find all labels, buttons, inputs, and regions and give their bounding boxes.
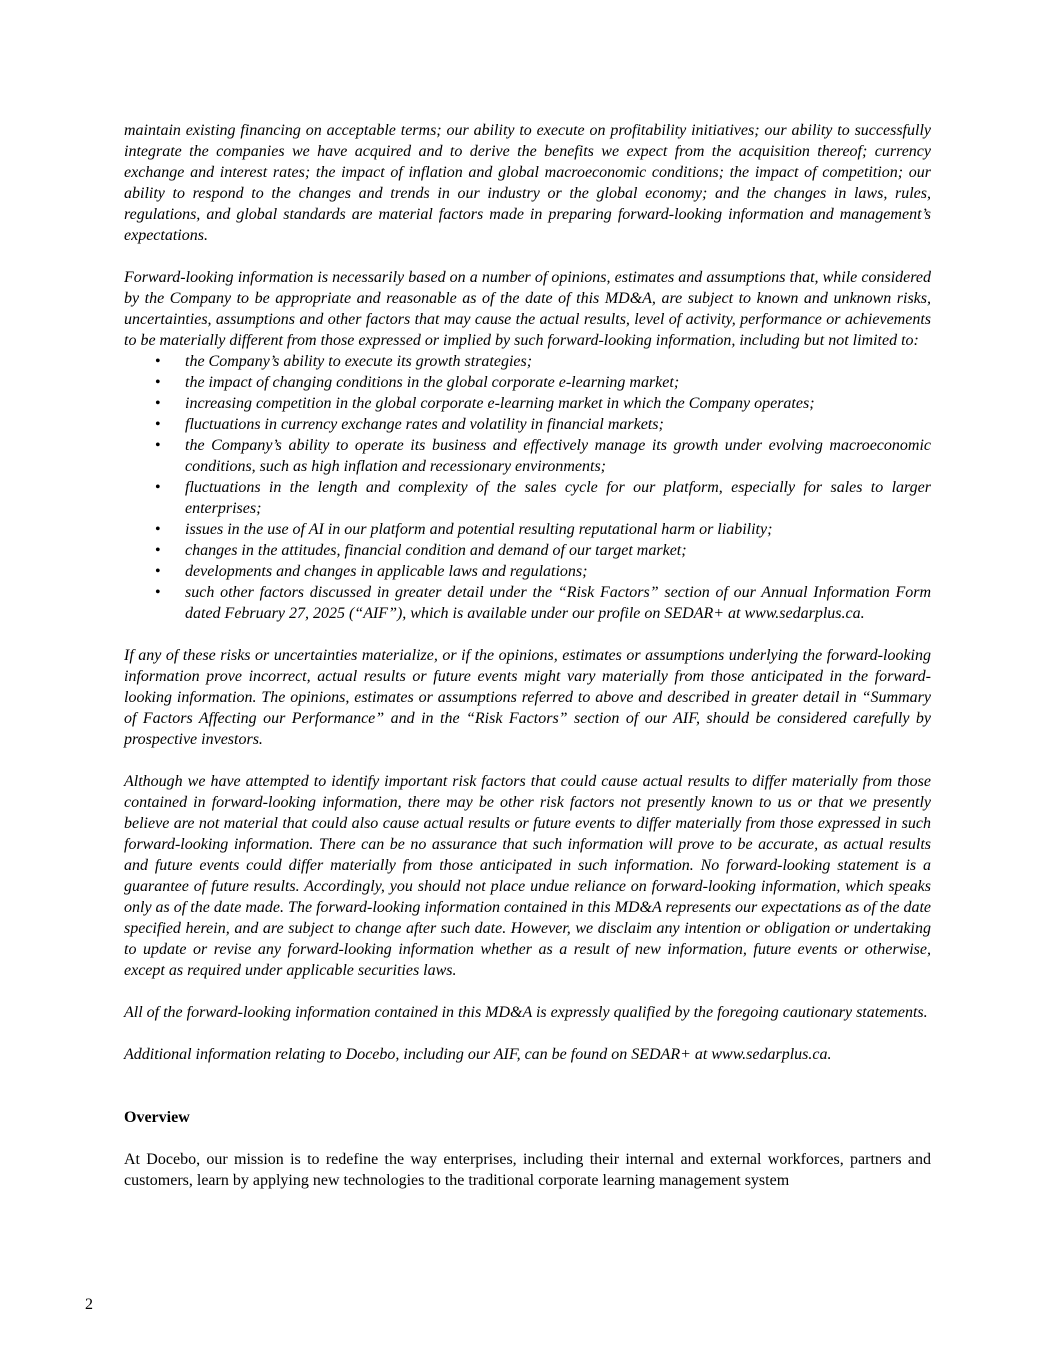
bullet-item: • the Company’s ability to operate its business and effectively manage its growth under evolving macroeconomic conditions, such as high inflation and recessionary environments;	[155, 435, 931, 477]
bullet-item: • the Company’s ability to execute its growth strategies;	[155, 351, 931, 372]
paragraph-all-qualified: All of the forward-looking information contained in this MD&A is expressly qualified by the foregoing cautionary statements.	[124, 1004, 928, 1021]
bullet-item: • fluctuations in currency exchange rates and volatility in financial markets;	[155, 414, 931, 435]
overview-heading: Overview	[124, 1109, 190, 1126]
paragraph-forward-looking-intro: Forward-looking information is necessarily based on a number of opinions, estimates and assumptions that, while considered by the Company to be appropriate and reasonable as of the date of this MD&A, are subject to known and unknown risks, uncertainties, assumptions and other factors that may cause the actual results, level of activity, performance or achievements to be materially different from those expressed or implied by such forward-looking information, including but not limited to:	[124, 269, 931, 349]
risk-factors-bullet-list	[155, 351, 931, 624]
paragraph-overview-intro: At Docebo, our mission is to redefine the way enterprises, including their internal and external workforces, partners and customers, learn by applying new technologies to the traditional corporate learning management system	[124, 1151, 931, 1189]
bullet-item: • increasing competition in the global corporate e-learning market in which the Company operates;	[155, 393, 931, 414]
bullet-item: • developments and changes in applicable laws and regulations;	[155, 561, 931, 582]
paragraph-although-attempted: Although we have attempted to identify important risk factors that could cause actual results to differ materially from those contained in forward-looking information, there may be other risk factors not presently known to us or that we presently believe are not material that could also cause actual results or future events to differ materially from those expressed in such forward-looking information. There can be no assurance that such information will prove to be accurate, as actual results and future events could differ materially from those anticipated in such information. No forward-looking statement is a guarantee of future results. Accordingly, you should not place undue reliance on forward-looking information, which speaks only as of the date made. The forward-looking information contained in this MD&A represents our expectations as of the date specified herein, and are subject to change after such date. However, we disclaim any intention or obligation or undertaking to update or revise any forward-looking information whether as a result of new information, future events or otherwise, except as required under applicable securities laws.	[124, 773, 931, 979]
bullet-item: • the impact of changing conditions in the global corporate e-learning market;	[155, 372, 931, 393]
paragraph-maintain-financing: maintain existing financing on acceptable terms; our ability to execute on profitability initiatives; our ability to successfully integrate the companies we have acquired and to derive the benefits we expect from the acquisition thereof; currency exchange and interest rates; the impact of inflation and global macroeconomic conditions; the impact of competition; our ability to respond to the changes and trends in our industry or the global economy; and the changes in laws, rules, regulations, and global standards are material factors made in preparing forward-looking information and management’s expectations.	[124, 122, 931, 244]
bullet-item: • changes in the attitudes, financial condition and demand of our target market;	[155, 540, 931, 561]
paragraph-if-any-risks: If any of these risks or uncertainties materialize, or if the opinions, estimates or assumptions underlying the forward-looking information prove incorrect, actual results or future events might vary materially from those anticipated in the forward-looking information. The opinions, estimates or assumptions referred to above and described in greater detail in “Summary of Factors Affecting our Performance” and in the “Risk Factors” section of our AIF, should be considered carefully by prospective investors.	[124, 647, 931, 748]
bullet-item: • such other factors discussed in greater detail under the “Risk Factors” section of our Annual Information Form dated February 27, 2025 (“AIF”), which is available under our profile on SEDAR+ at www.sedarplus.ca.	[155, 582, 931, 624]
bullet-item: • fluctuations in the length and complexity of the sales cycle for our platform, especially for sales to larger enterprises;	[155, 477, 931, 519]
page-number: 2	[85, 1296, 93, 1313]
page-content	[124, 120, 931, 1212]
bullet-item: • issues in the use of AI in our platform and potential resulting reputational harm or liability;	[155, 519, 931, 540]
paragraph-additional-information: Additional information relating to Docebo, including our AIF, can be found on SEDAR+ at www.sedarplus.ca.	[124, 1046, 832, 1063]
